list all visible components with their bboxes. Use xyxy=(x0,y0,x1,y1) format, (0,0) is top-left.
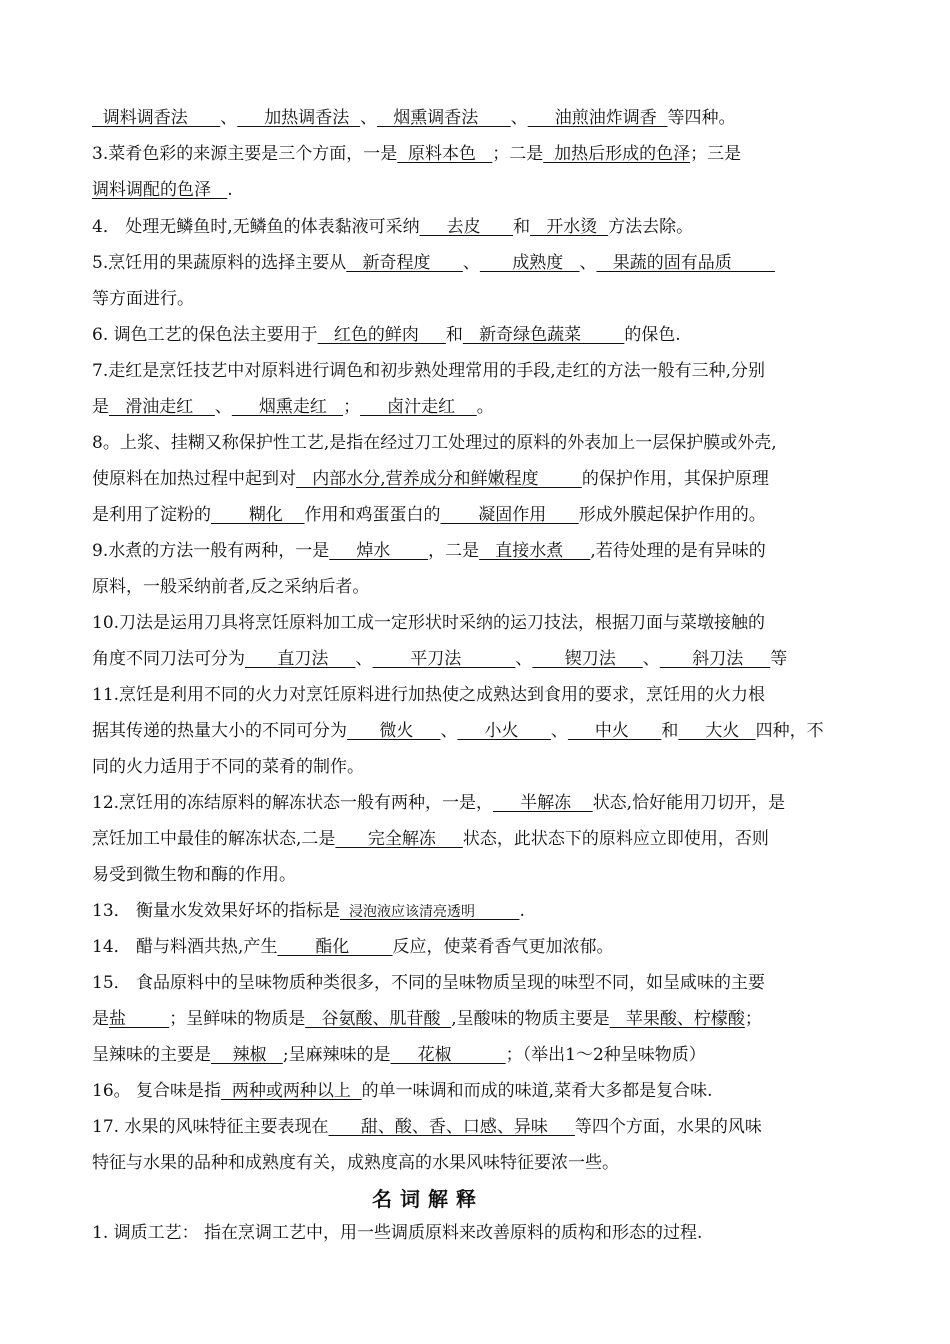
item-14-line: 14． 醋与料酒共热,产生 酯化 反应，使菜肴香气更加浓郁。 xyxy=(92,937,614,957)
blank: 完全解冻 xyxy=(335,829,463,849)
item-8-line-3: 是利用了淀粉的 糊化 作用和鸡蛋蛋白的 凝固作用 形成外膜起保护作用的。 xyxy=(92,505,766,525)
item-12-line-1: 12.烹饪用的冻结原料的解冻状态一般有两种，一是， 半解冻 状态,恰好能用刀切开，是 xyxy=(92,793,786,813)
blank: 调料调香法 xyxy=(92,108,221,128)
blank: 甜、酸、香、口感、异味 xyxy=(328,1117,575,1137)
blank: 滑油走红 xyxy=(109,397,215,417)
blank: 小火 xyxy=(457,721,551,741)
blank: 烟熏调香法 xyxy=(377,108,511,128)
blank: 直接水煮 xyxy=(479,541,591,561)
item-12-line-3: 易受到微生物和酶的作用。 xyxy=(92,865,296,885)
blank: 浸泡液应该清亮透明 xyxy=(340,904,520,920)
blank: 加热后形成的色泽 xyxy=(543,144,691,164)
item-12-line-2: 烹饪加工中最佳的解冻状态,二是 完全解冻 状态，此状态下的原料应立即使用，否则 xyxy=(92,829,769,849)
item-3-line-1: 3.菜肴色彩的来源主要是三个方面，一是 原料本色 ；二是 加热后形成的色泽；三是 xyxy=(92,144,742,164)
blank: 中火 xyxy=(567,721,662,741)
blank: 糊化 xyxy=(211,505,305,525)
item-3-line-2: 调料调配的色泽 . xyxy=(92,180,233,200)
item-10-line-1: 10.刀法是运用刀具将烹饪原料加工成一定形状时采纳的运刀技法，根据刀面与菜墩接触的 xyxy=(92,613,766,633)
item-4-line: 4． 处理无鳞鱼时,无鳞鱼的体表黏液可采纳 去皮 和 开水烫 方法去除。 xyxy=(92,217,694,237)
blank: 去皮 xyxy=(419,217,514,237)
blank: 盐 xyxy=(109,1009,170,1029)
blank: 加热调香法 xyxy=(237,108,361,128)
blank: 成熟度 xyxy=(479,253,580,273)
blank: 斜刀法 xyxy=(659,649,771,669)
blank: 开水烫 xyxy=(530,217,609,237)
item-7-line-1: 7.走红是烹饪技艺中对原料进行调色和初步熟处理常用的手段,走红的方法一般有三种,分别 xyxy=(92,361,766,381)
blank: 内部水分,营养成分和鲜嫩程度 xyxy=(296,469,582,489)
item-5-line-1: 5.烹饪用的果蔬原料的选择主要从 新奇程度 、 成熟度 、 果蔬的固有品质 xyxy=(92,253,775,273)
item-17-line-1: 17. 水果的风味特征主要表现在 甜、酸、香、口感、异味 等四个方面，水果的风味 xyxy=(92,1117,762,1137)
definition-1: 1. 调质工艺： 指在烹调工艺中，用一些调质原料来改善原料的质构和形态的过程. xyxy=(92,1223,703,1243)
item-15-line-2: 是盐 ；呈鲜味的物质是 谷氨酸、肌苷酸 ,呈酸味的物质主要是 苹果酸、柠檬酸； xyxy=(92,1009,762,1029)
blank: 果蔬的固有品质 xyxy=(596,253,775,273)
blank: 卤汁走红 xyxy=(360,397,477,417)
blank: 红色的鲜肉 xyxy=(317,325,446,345)
item-11-line-3: 同的火力适用于不同的菜肴的制作。 xyxy=(92,757,364,777)
blank: 平刀法 xyxy=(372,649,516,669)
item-9-line-1: 9.水煮的方法一般有两种，一是 焯水 ，二是 直接水煮 ,若待处理的是有异味的 xyxy=(92,541,766,561)
blank: 花椒 xyxy=(390,1045,506,1065)
item-11-line-2: 据其传递的热量大小的不同可分为 微火 、 小火 、 中火 和 大火 四种，不 xyxy=(92,721,824,741)
item-6-line: 6. 调色工艺的保色法主要用于 红色的鲜肉 和 新奇绿色蔬菜 的保色. xyxy=(92,325,681,345)
item-7-line-2: 是 滑油走红 、 烟熏走红 ； 卤汁走红 。 xyxy=(92,397,494,417)
item-2-line: 调料调香法 、 加热调香法 、 烟熏调香法 、 油煎油炸调香 等四种。 xyxy=(92,108,736,128)
item-9-line-2: 原料，一般采纳前者,反之采纳后者。 xyxy=(92,577,370,597)
blank: 酯化 xyxy=(277,937,393,957)
blank: 原料本色 xyxy=(397,144,493,164)
blank: 调料调配的色泽 xyxy=(92,180,228,200)
blank: 苹果酸、柠檬酸 xyxy=(609,1009,745,1029)
section-heading: 名词解释 xyxy=(372,1187,484,1211)
item-8-line-1: 8。上浆、挂糊又称保护性工艺,是指在经过刀工处理过的原料的外表加上一层保护膜或外壳, xyxy=(92,433,777,453)
item-16-line: 16。 复合味是指 两种或两种以上 的单一味调和而成的味道,菜肴大多都是复合味. xyxy=(92,1081,713,1101)
item-17-line-2: 特征与水果的品种和成熟度有关，成熟度高的水果风味特征要浓一些。 xyxy=(92,1153,619,1173)
blank: 新奇程度 xyxy=(346,253,463,273)
blank: 辣椒 xyxy=(211,1045,283,1065)
blank: 两种或两种以上 xyxy=(221,1081,362,1101)
blank: 烟熏走红 xyxy=(231,397,344,417)
item-11-line-1: 11.烹饪是利用不同的火力对烹饪原料进行加热使之成熟达到食用的要求，烹饪用的火力根 xyxy=(92,685,766,705)
item-8-line-2: 使原料在加热过程中起到对 内部水分,营养成分和鲜嫩程度 的保护作用，其保护原理 xyxy=(92,469,769,489)
item-13-line: 13． 衡量水发效果好坏的指标是 浸泡液应该清亮透明 . xyxy=(92,901,525,921)
item-15-line-3: 呈辣味的主要是 辣椒 ;呈麻辣味的是 花椒 ；（举出1～2种呈味物质） xyxy=(92,1045,706,1065)
item-10-line-2: 角度不同刀法可分为 直刀法 、 平刀法 、 锲刀法 、 斜刀法 等 xyxy=(92,649,788,669)
blank: 油煎油炸调香 xyxy=(527,108,668,128)
blank: 微火 xyxy=(347,721,441,741)
blank: 新奇绿色蔬菜 xyxy=(462,325,625,345)
blank: 半解冻 xyxy=(493,793,593,813)
item-5-line-2: 等方面进行。 xyxy=(92,289,194,309)
blank: 大火 xyxy=(678,721,756,741)
blank: 锲刀法 xyxy=(532,649,643,669)
blank: 焯水 xyxy=(329,541,429,561)
blank: 直刀法 xyxy=(245,649,356,669)
item-15-line-1: 15． 食品原料中的呈味物质种类很多，不同的呈味物质呈现的味型不同，如呈咸味的主要 xyxy=(92,973,766,993)
blank: 凝固作用 xyxy=(440,505,579,525)
blank: 谷氨酸、肌苷酸 xyxy=(305,1009,452,1029)
